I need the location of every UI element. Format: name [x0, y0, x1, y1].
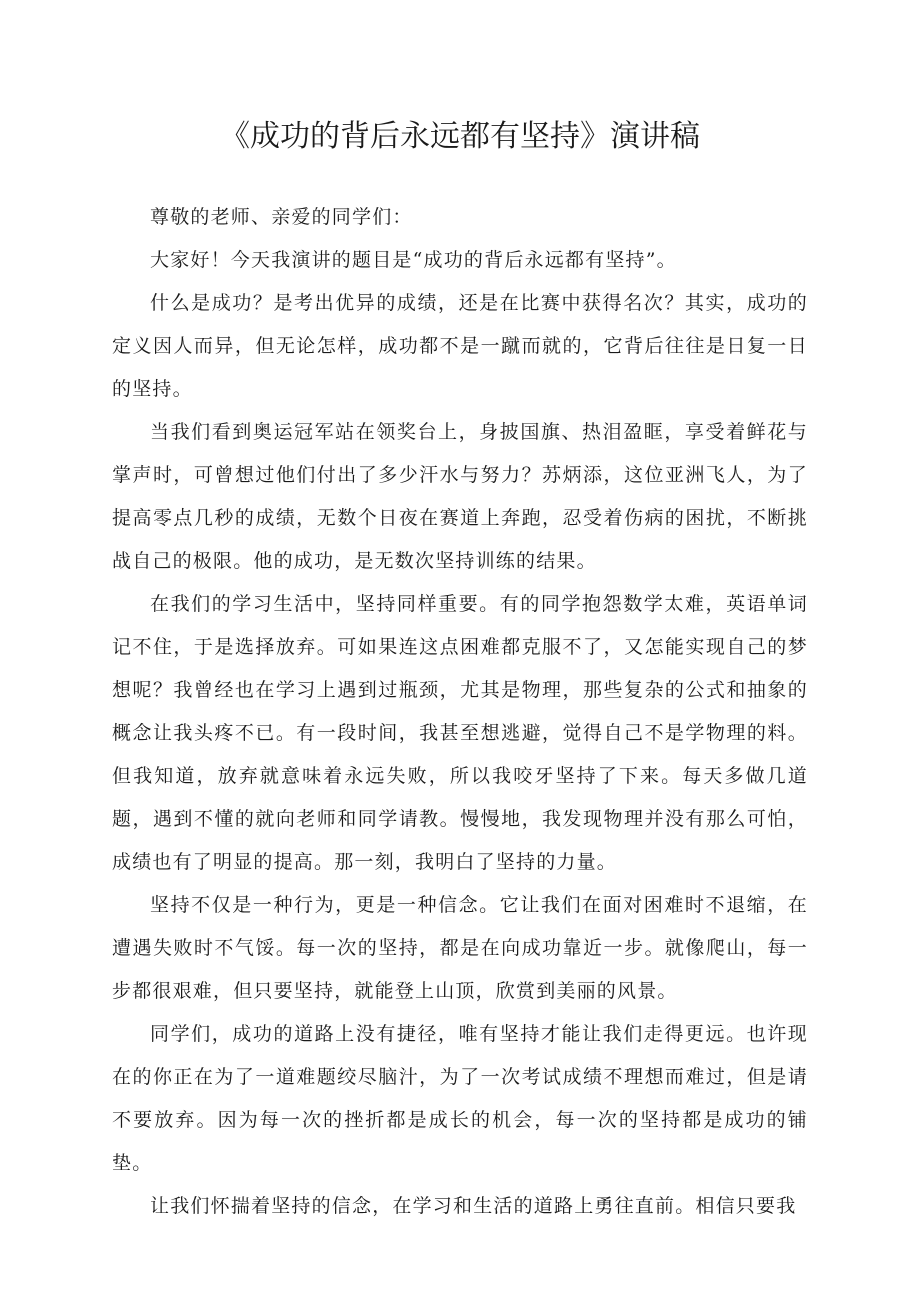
paragraph-salutation: 尊敬的老师、亲爱的同学们： — [150, 206, 413, 228]
document-title: 《成功的背后永远都有坚持》演讲稿 — [220, 119, 700, 154]
paragraph-encouragement: 同学们，成功的道路上没有捷径，唯有坚持才能让我们走得更远。也许现在的你正在为了一道难题绞尽脑汁，为了一次考试成绩不理想而难过，但是请不要放弃。因为每一次的挫折都是成长的机会，每一次的坚持都是成功的铺垫。 — [112, 1023, 808, 1174]
paragraph-definition: 什么是成功？是考出优异的成绩，还是在比赛中获得名次？其实，成功的定义因人而异，但无论怎样，成功都不是一蹴而就的，它背后往往是日复一日的坚持。 — [112, 292, 808, 400]
document-body — [112, 196, 808, 1228]
paragraph-study-example: 在我们的学习生活中，坚持同样重要。有的同学抱怨数学太难，英语单词记不住，于是选择放弃。可如果连这点困难都克服不了，又怎能实现自己的梦想呢？我曾经也在学习上遇到过瓶颈，尤其是物理，那些复杂的公式和抽象的概念让我头疼不已。有一段时间，我甚至想逃避，觉得自己不是学物理的料。但我知道，放弃就意味着永远失败，所以我咬牙坚持了下来。每天多做几道题，遇到不懂的就向老师和同学请教。慢慢地，我发现物理并没有那么可怕，成绩也有了明显的提高。那一刻，我明白了坚持的力量。 — [112, 593, 808, 873]
paragraph-closing: 让我们怀揣着坚持的信念，在学习和生活的道路上勇往直前。相信只要我 — [150, 1195, 797, 1217]
paragraph-belief: 坚持不仅是一种行为，更是一种信念。它让我们在面对困难时不退缩，在遭遇失败时不气馁。每一次的坚持，都是在向成功靠近一步。就像爬山，每一步都很艰难，但只要坚持，就能登上山顶，欣赏到美丽的风景。 — [112, 894, 808, 1002]
paragraph-greeting: 大家好！今天我演讲的题目是“成功的背后永远都有坚持”。 — [150, 249, 677, 271]
paragraph-olympic-example: 当我们看到奥运冠军站在领奖台上，身披国旗、热泪盈眶，享受着鲜花与掌声时，可曾想过他们付出了多少汗水与努力？苏炳添，这位亚洲飞人，为了提高零点几秒的成绩，无数个日夜在赛道上奔跑，忍受着伤病的困扰，不断挑战自己的极限。他的成功，是无数次坚持训练的结果。 — [112, 421, 808, 572]
